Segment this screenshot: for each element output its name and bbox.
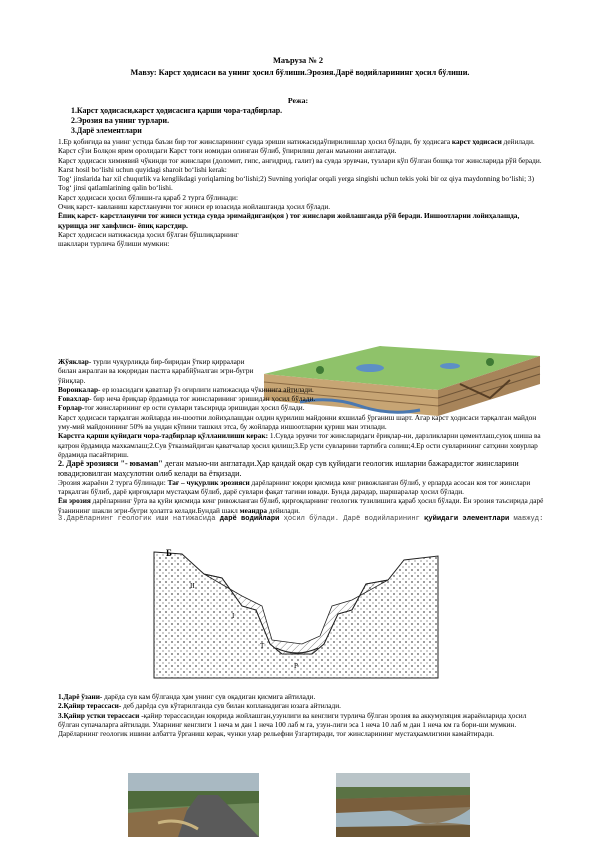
diagram-label: I [232, 612, 235, 620]
paragraph: Ғорлар-тоғ жинсларининг ер ости сувлари таъсирида эришидан ҳосил бўлади. [58, 403, 305, 413]
paragraph: Воронкалар- ер юзасидаги қаватлар ўз оғирлиги натижасида чўкишига айтилади. [58, 384, 314, 394]
diagram-label: II [190, 582, 195, 590]
paragraph: 3.Қайир устки терассаси -қайир терассасидан юқорида жойлашган,узунлиги ва кенглиги турлича бўлган эрозия ва аккумуляция жараёнларида ҳосил бўлган супачаларга айтилади. Уларнинг кенглиги 1 неча м дан 1 неча 100 лаб м га, узун-лиги эса 1 неча 10 лаб м дан 1 неча км га бори-ши мумкин. [58, 710, 527, 729]
paragraph: Карстга қарши қуйидаги чора-тадбирлар қўлланилиши керак: 1.Сувда эрувчи тоғ жинсларидаги ёриқлар-ни, дарзликларни цементлаш,суюқ шиша ва қатрон ёрдамида махкамлаш;2.Сув ўтказмайдиган қаватчалар ҳосил қилиш;3.Ер усти сувларини тартибга солиш;4.Ер ости сувларининг сатҳини ховурлар ёрдамида пасайтириш. [58, 431, 541, 459]
paragraph: Карст ҳодисаси химиявий чўкинди тоғ жинслари (доломит, гипс, ангидрид, галит) ва сувда эрувчан, тузлари кўп бўлган бошқа тоғ жинсларида рўй беради. [58, 155, 542, 165]
diagram-label: Р [294, 662, 298, 670]
paragraph: Карст сўзи Болқон ярим оролидаги Карст тоғи номидан олинган бўлиб, ўпирилиш деган маънони англатади. [58, 146, 397, 156]
plan-item: 3.Дарё элементлари [71, 126, 142, 135]
karst-forms-section [58, 357, 544, 524]
paragraph: Карст ҳодисаси натижасида ҳосил бўлган бўшлиқларнинг шакллари турлича бўлиши мумкин: [58, 229, 239, 249]
river-erosion-photo [336, 773, 470, 837]
lecture-title: Маъруза № 2 [272, 56, 324, 65]
plan-item: 1.Карст ҳодисаси,карст ҳодисасига қарши чора-тадбирлар. [71, 106, 283, 115]
paragraph: Дарёларнинг геологик ишини албатта ўрганиш керак, чунки улар рельефни ўзгартиради, тоғ жинсларининг мустаҳкамлигини камайтиради. [58, 729, 494, 739]
diagram-label: Т [260, 642, 265, 650]
plan-item: 2.Эрозия ва унинг турлари. [71, 116, 170, 125]
paragraph: Карст ҳодисаси ҳосил бўлиши-га қараб 2 турга бўлинади: [58, 192, 238, 202]
paragraph: Жўяклар- турли чуқурликда бир-биридан ўткир қирралари билан ажралган ва юқоридан пастга қарабйўналган эгри-бугри ўйиқлар. [58, 357, 254, 385]
river-valley-diagram [152, 544, 440, 680]
paragraph: Эрозия жараёни 2 турга бўлинади: Тағ – чуқурлик эрозияси дарёларнинг юқори қисмида кенг ривожланган бўлиб, у ерларда асосан коя тоғ жинслари тарқалган бўлиб, дарё қирғоқлари мустаҳкам бўлиб, дарё сувлари фақат тагини ювади. Бунда дарадар, шаршаралар ҳосил бўлади. [58, 477, 531, 497]
lecture-theme: Мавзу: Карст ҳодисаси ва унинг ҳосил бўлиши.Эрозия.Дарё водийларининг ҳосил бўлиши. [130, 68, 470, 77]
paragraph: 2.Қайир терассаси- деб дарёда сув кўтарилганда сув билан копланадиган юзага айтилади. [58, 701, 341, 711]
paragraph: Ён эрозия дарёларнинг ўрта ва қуйи қисмида кенг ривожланган бўлиб, қирғоқларнинг геологик тузилишига қараб ҳосил бўлади. Ён эрозия таъсирида дарё ўзанининг шакли эгри-бугри ҳолатга келади.Бундай шакл меандра дейилади. [58, 496, 544, 515]
paragraph: 3.Дарёларнинг геологик иши натижасида дарё водийлари ҳосил бўлади. Дарё водийларининг қуйидаги элементлари мавжуд: [58, 515, 544, 524]
erosion-road-photo [128, 773, 259, 837]
plan-heading: Режа: [287, 96, 309, 105]
paragraph: 2. Дарё эрозияси "- ювамаn" деган маъно-ни англатади.Ҳар қандай оқар сув қуйидаги геологик ишларни бажаради:тоғ жинсларини ювади;ювилган маҳсулотни олиб келади ва ётқизади. [58, 459, 519, 478]
river-elements-section [58, 692, 544, 738]
paragraph: Ёпиқ карст- карстланувчи тоғ жинси устида сувда эримайдиган(қоя ) тоғ жинслари жойлашганда рўй беради. Иншоотларни лойиҳалашда, қурищда энг хавфлиси- ёпиқ карстдир. [58, 211, 520, 230]
paragraph: Ғовахлар- бир неча ёриқлар ёрдамида тоғ жинсларининг эришидан ҳосил бўлади. [58, 394, 316, 404]
paragraph: Очиқ карст- кавланиш карстланувчи тоғ жинси ер юзасида жойлашганда ҳосил бўлади. [58, 202, 331, 212]
paragraph: Karst hosil bo‘lishi uchun quyidagi sharoit bo‘lishi kerak: [58, 164, 227, 174]
karst-section [58, 137, 544, 249]
diagram-label: Б [166, 548, 172, 558]
paragraph: Tog‘ jinslarida har xil chuqurlik va kenglikdagi yoriqlarning bo‘lishi;2) Suvning yoriqlar orqali yerga singishi uchun tekis yoki bir oz qiya maydonning bo‘lishi; 3) Tog‘ jinsi qatlamlarining qalin bo‘lishi. [58, 174, 535, 193]
paragraph: 1.Ер қобиғида ва унинг устида баъзи бир тоғ жинсларининг сувда эриши натижасидаўпирилишлар ҳосил бўлади, бу ҳодисага карст ҳодисаси дейилади. [58, 137, 535, 146]
paragraph: 1.Дарё ўзани- дарёда сув кам бўлганда ҳам унинг сув оқадиган қисмига айтилади. [58, 692, 316, 701]
plan-list [71, 106, 501, 136]
paragraph: Карст ҳодисаси тарқалган жойларда ин-шоотни лойиҳалашдан олдин қурилиш майдонни яхшилаб ўрганиш шарт. Агар карст ҳодисаси тарқалган майдон уму-мий майдонининг 50% ва ундан кўпини ташкил этса, бу жойларда иншоотларни қуриш ман этилади. [58, 412, 537, 432]
